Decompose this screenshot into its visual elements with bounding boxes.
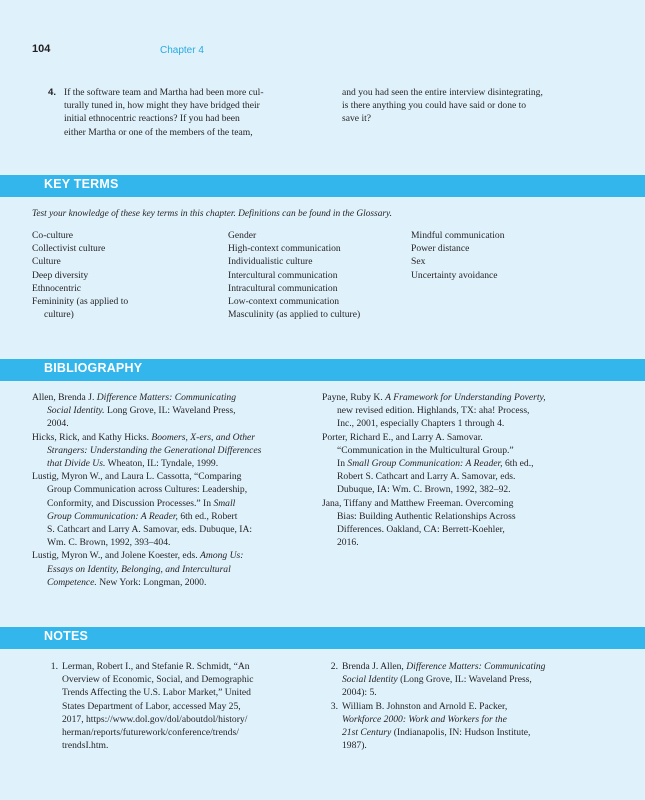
text-line: that Divide Us. <box>47 458 106 470</box>
notes-heading-band <box>0 627 645 649</box>
bibliography-entry <box>32 431 297 471</box>
text-line: William B. Johnston and Arnold E. Packer, <box>342 700 508 712</box>
text-line: Social Identity. <box>47 405 105 417</box>
key-term: Intercultural communication <box>228 269 338 281</box>
text-line: Allen, Brenda J. <box>32 392 97 403</box>
key-term-text: Femininity (as applied to <box>32 296 129 308</box>
text-line: Lustig, Myron W., and Laura L. Cassotta, “Comparing <box>32 471 242 483</box>
key-term: Sex <box>411 256 426 268</box>
notes-title: NOTES <box>44 629 89 643</box>
bibliography-entry <box>322 497 607 550</box>
text-line: 2016. <box>337 537 359 549</box>
bibliography-entry <box>32 549 297 589</box>
text-line: Differences. Oakland, CA: Berrett-Koehler, <box>337 524 505 536</box>
key-term: Mindful communication <box>411 230 505 241</box>
text-line <box>342 660 602 673</box>
text-line: Small <box>213 497 236 509</box>
text-line: Strangers: Understanding the Generational Differences <box>47 444 262 456</box>
notes-column-1 <box>32 660 292 752</box>
notes-column-2 <box>312 660 602 752</box>
key-term: Uncertainty avoidance <box>411 269 498 281</box>
bibliography-entry <box>32 470 297 549</box>
bibliography-entry <box>322 391 607 431</box>
text-line <box>32 497 297 510</box>
key-terms-heading-band <box>0 175 645 197</box>
note-number: 2. <box>330 661 338 672</box>
text-line: Wm. C. Brown, 1992, 393–404. <box>47 537 171 549</box>
text-line: Group Communication across Cultures: Leadership, <box>47 484 248 496</box>
text-line <box>322 391 607 404</box>
text-line: Competence. <box>47 576 97 588</box>
key-term: Intracultural communication <box>228 282 338 294</box>
text-line: Difference Matters: Communicating <box>406 661 546 672</box>
bibliography-entry <box>32 391 297 431</box>
text-line: Conformity, and Discussion Processes.” In <box>47 497 214 509</box>
text-line: 21st Century <box>342 727 392 739</box>
text-line: Group Communication: A Reader, <box>47 510 178 522</box>
text-line: 2004. <box>47 418 69 430</box>
bibliography-title: BIBLIOGRAPHY <box>44 361 143 375</box>
text-line: 1987). <box>342 740 367 752</box>
text-line <box>32 404 297 417</box>
text-line: A Framework for Understanding Poverty, <box>385 392 546 403</box>
text-line: (Long Grove, IL: Waveland Press, <box>397 674 532 686</box>
question-text-col1 <box>64 86 306 139</box>
key-terms-intro: Test your knowledge of these key terms in this chapter. Definitions can be found in the Glossary. <box>32 209 393 219</box>
key-terms-column-1 <box>32 229 212 321</box>
key-terms-column-3 <box>411 229 611 282</box>
note-number: 1. <box>50 661 58 672</box>
text-line <box>32 549 297 562</box>
text-line: “Communication in the Multicultural Group.” <box>337 444 514 456</box>
question-line: If the software team and Martha had been more cul- <box>64 87 264 98</box>
text-line: Trends Affecting the U.S. Labor Market,” United <box>62 687 251 699</box>
text-line: Robert S. Cathcart and Larry A. Samovar, eds. <box>337 471 516 483</box>
note-entry <box>32 660 292 752</box>
text-line: Difference Matters: Communicating <box>96 392 237 403</box>
text-line: (Indianapolis, IN: Hudson Institute, <box>391 727 531 739</box>
key-term: Masculinity (as applied to culture) <box>228 309 361 321</box>
text-line: Brenda J. Allen, <box>342 661 407 672</box>
text-line <box>32 431 297 444</box>
question-line: turally tuned in, how might they have bridged their <box>64 100 260 112</box>
key-terms-column-2 <box>228 229 403 321</box>
key-term: Individualistic culture <box>228 256 313 268</box>
text-line: Wheaton, IL: Tyndale, 1999. <box>105 458 219 470</box>
text-line: 6th ed., Robert <box>177 510 238 522</box>
text-line: 6th ed., <box>502 458 534 470</box>
text-line <box>342 673 602 686</box>
key-term: Collectivist culture <box>32 243 106 255</box>
text-line <box>322 457 607 470</box>
text-line: herman/reports/futurework/conference/trends/ <box>62 727 239 739</box>
key-term: Deep diversity <box>32 269 89 281</box>
text-line: Long Grove, IL: Waveland Press, <box>104 405 236 417</box>
key-terms-title: KEY TERMS <box>44 177 119 191</box>
page-number: 104 <box>32 43 51 55</box>
text-line: Payne, Ruby K. <box>322 392 386 403</box>
bibliography-entry <box>322 431 607 497</box>
text-line <box>32 457 297 470</box>
text-line: States Department of Labor, accessed May 25, <box>62 700 241 712</box>
question-line: either Martha or one of the members of the team, <box>64 126 253 138</box>
text-line: S. Cathcart and Larry A. Samovar, eds. Dubuque, IA: <box>47 524 253 536</box>
text-line: Among Us: <box>200 550 244 562</box>
text-line: Porter, Richard E., and Larry A. Samovar. <box>322 431 483 443</box>
question-line: initial ethnocentric reactions? If you had been <box>64 113 240 125</box>
key-term: Gender <box>228 230 257 241</box>
text-line: Bias: Building Authentic Relationships Across <box>337 510 516 522</box>
text-line: Lerman, Robert I., and Stefanie R. Schmidt, “An <box>62 661 250 672</box>
text-line: 2004): 5. <box>342 687 377 699</box>
question-number: 4. <box>47 87 56 98</box>
text-line: Lustig, Myron W., and Jolene Koester, eds. <box>32 550 201 562</box>
question-line: save it? <box>342 113 372 125</box>
note-entry <box>312 660 602 700</box>
text-line: New York: Longman, 2000. <box>96 576 207 588</box>
text-line: Dubuque, IA: Wm. C. Brown, 1992, 382–92. <box>337 484 511 496</box>
text-line <box>32 510 297 523</box>
text-line <box>32 576 297 589</box>
key-term: High-context communication <box>228 243 341 255</box>
text-line: Workforce 2000: Work and Workers for the <box>342 713 507 725</box>
text-line: Small Group Communication: A Reader, <box>347 458 503 470</box>
key-term <box>32 295 212 321</box>
bibliography-heading-band <box>0 359 645 381</box>
text-line: Essays on Identity, Belonging, and Intercultural <box>47 563 231 575</box>
key-term: Culture <box>32 256 61 268</box>
text-line <box>342 726 602 739</box>
key-term: Co-culture <box>32 230 74 241</box>
question-line: and you had seen the entire interview disintegrating, <box>342 87 543 98</box>
key-term-continuation: culture) <box>44 309 74 321</box>
note-number: 3. <box>330 700 338 712</box>
text-line: Jana, Tiffany and Matthew Freeman. Overcoming <box>322 497 514 509</box>
question-line: is there anything you could have said or done to <box>342 100 527 112</box>
note-entry <box>312 700 602 753</box>
text-line: Overview of Economic, Social, and Demographic <box>62 674 254 686</box>
key-term: Ethnocentric <box>32 282 82 294</box>
text-line: In <box>337 458 348 470</box>
bibliography-column-1 <box>32 391 297 589</box>
key-term: Low-context communication <box>228 296 340 308</box>
text-line: 2017, https://www.dol.gov/dol/aboutdol/history/ <box>62 713 248 725</box>
text-line: Boomers, X-ers, and Other <box>151 431 256 443</box>
text-line: trendsI.htm. <box>62 740 109 752</box>
question-text-col2 <box>342 86 602 126</box>
text-line <box>32 391 297 404</box>
text-line: new revised edition. Highlands, TX: aha! Process, <box>337 405 530 417</box>
chapter-label: Chapter 4 <box>160 45 204 56</box>
key-term: Power distance <box>411 243 470 255</box>
bibliography-column-2 <box>322 391 607 549</box>
text-line: Social Identity <box>342 674 398 686</box>
text-line: Hicks, Rick, and Kathy Hicks. <box>32 431 152 443</box>
text-line: Inc., 2001, especially Chapters 1 through 4. <box>337 418 505 430</box>
